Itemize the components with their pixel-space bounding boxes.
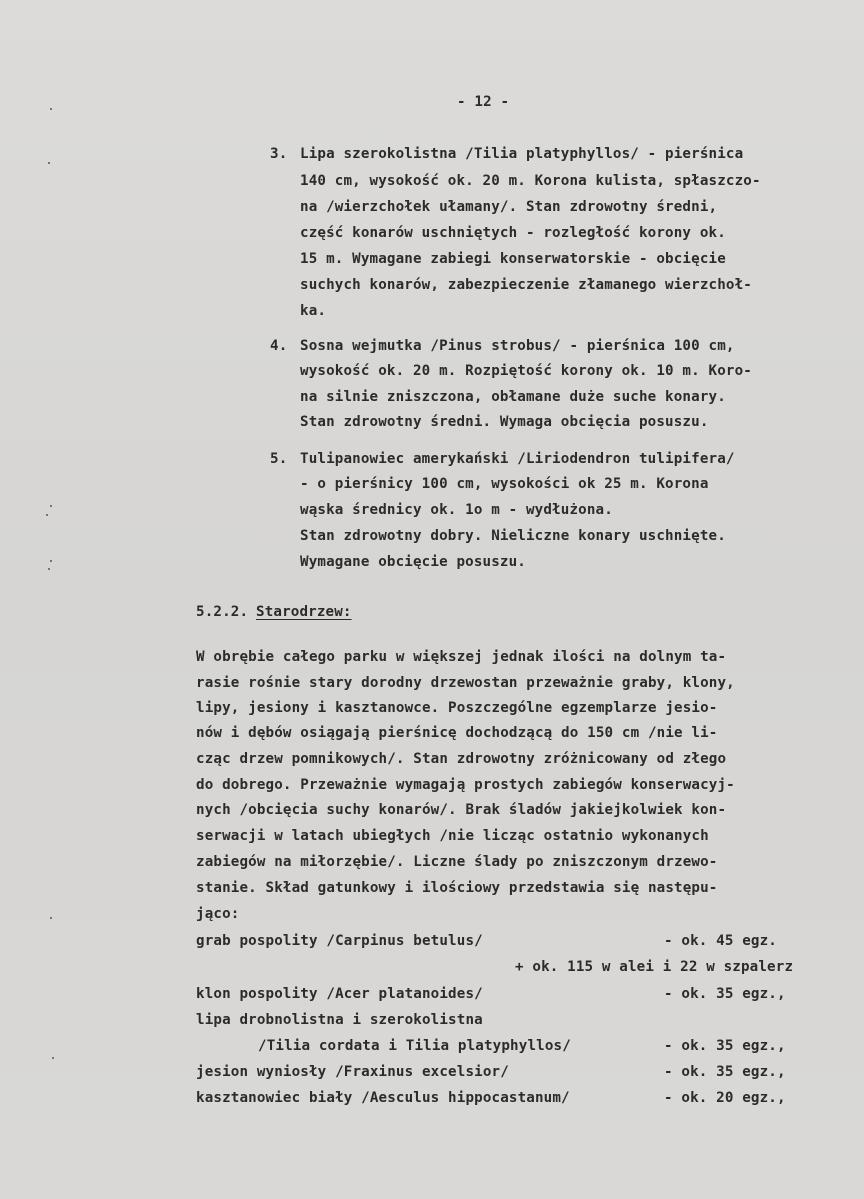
species-name-5: /Tilia cordata i Tilia platyphyllos/	[258, 1038, 571, 1054]
item-5-number: 5.	[270, 451, 288, 467]
species-count-1: - ok. 45 egz.	[664, 933, 777, 949]
section-title: Starodrzew:	[256, 604, 352, 620]
species-name-1: grab pospolity /Carpinus betulus/	[196, 933, 483, 949]
item-5-line-5: Wymagane obcięcie posuszu.	[300, 554, 526, 570]
paragraph-line-5: cząc drzew pomnikowych/. Stan zdrowotny zróżnicowany od złego	[196, 751, 727, 767]
scan-speck	[50, 108, 52, 110]
species-name-3: klon pospolity /Acer platanoides/	[196, 986, 483, 1002]
scan-speck	[52, 1057, 54, 1059]
item-3-line-3: na /wierzchołek ułamany/. Stan zdrowotny średni,	[300, 199, 718, 215]
scan-speck	[50, 505, 52, 507]
scan-speck	[50, 917, 52, 919]
item-3-line-5: 15 m. Wymagane zabiegi konserwatorskie - obcięcie	[300, 251, 726, 267]
paragraph-line-9: zabiegów na miłorzębie/. Liczne ślady po zniszczonym drzewo-	[196, 854, 718, 870]
item-5-line-1: Tulipanowiec amerykański /Liriodendron tulipifera/	[300, 451, 735, 467]
species-count-2: + ok. 115 w alei i 22 w szpalerz	[515, 959, 794, 975]
scan-speck	[48, 162, 50, 164]
paragraph-line-7: nych /obcięcia suchy konarów/. Brak śladów jakiejkolwiek kon-	[196, 802, 727, 818]
species-count-3: - ok. 35 egz.,	[664, 986, 786, 1002]
item-3-number: 3.	[270, 146, 288, 162]
species-count-7: - ok. 20 egz.,	[664, 1090, 786, 1106]
paragraph-line-10: stanie. Skład gatunkowy i ilościowy przedstawia się następu-	[196, 880, 718, 896]
scan-speck	[50, 560, 52, 562]
item-4-line-1: Sosna wejmutka /Pinus strobus/ - pierśnica 100 cm,	[300, 338, 735, 354]
paragraph-line-3: lipy, jesiony i kasztanowce. Poszczególne egzemplarze jesio-	[196, 700, 718, 716]
paragraph-line-2: rasie rośnie stary dorodny drzewostan przeważnie graby, klony,	[196, 675, 735, 691]
species-name-4: lipa drobnolistna i szerokolistna	[196, 1012, 483, 1028]
item-4-number: 4.	[270, 338, 288, 354]
page-number: - 12 -	[457, 94, 510, 110]
paragraph-line-8: serwacji w latach ubiegłych /nie licząc ostatnio wykonanych	[196, 828, 709, 844]
species-count-6: - ok. 35 egz.,	[664, 1064, 786, 1080]
scan-speck	[46, 514, 48, 516]
scan-speck	[48, 568, 50, 570]
item-3-line-1: Lipa szerokolistna /Tilia platyphyllos/ - pierśnica	[300, 146, 744, 162]
item-5-line-2: - o pierśnicy 100 cm, wysokości ok 25 m. Korona	[300, 476, 709, 492]
item-3-line-7: ka.	[300, 303, 327, 319]
item-4-line-4: Stan zdrowotny średni. Wymaga obcięcia posuszu.	[300, 414, 709, 430]
paragraph-line-11: jąco:	[196, 906, 240, 922]
item-4-line-3: na silnie zniszczona, obłamane duże suche konary.	[300, 389, 726, 405]
paragraph-line-1: W obrębie całego parku w większej jednak ilości na dolnym ta-	[196, 649, 727, 665]
paragraph-line-6: do dobrego. Przeważnie wymagają prostych zabiegów konserwacyj-	[196, 777, 735, 793]
species-name-7: kasztanowiec biały /Aesculus hippocastanum/	[196, 1090, 570, 1106]
item-3-line-4: część konarów uschniętych - rozległość korony ok.	[300, 225, 726, 241]
species-count-5: - ok. 35 egz.,	[664, 1038, 786, 1054]
species-name-6: jesion wyniosły /Fraxinus excelsior/	[196, 1064, 509, 1080]
item-5-line-3: wąska średnicy ok. 1o m - wydłużona.	[300, 502, 613, 518]
item-3-line-2: 140 cm, wysokość ok. 20 m. Korona kulista, spłaszczo-	[300, 173, 761, 189]
item-4-line-2: wysokość ok. 20 m. Rozpiętość korony ok. 10 m. Koro-	[300, 363, 752, 379]
item-5-line-4: Stan zdrowotny dobry. Nieliczne konary uschnięte.	[300, 528, 726, 544]
item-3-line-6: suchych konarów, zabezpieczenie złamanego wierzchoł-	[300, 277, 752, 293]
section-number: 5.2.2.	[196, 604, 249, 620]
paragraph-line-4: nów i dębów osiągają pierśnicę dochodzącą do 150 cm /nie li-	[196, 725, 718, 741]
